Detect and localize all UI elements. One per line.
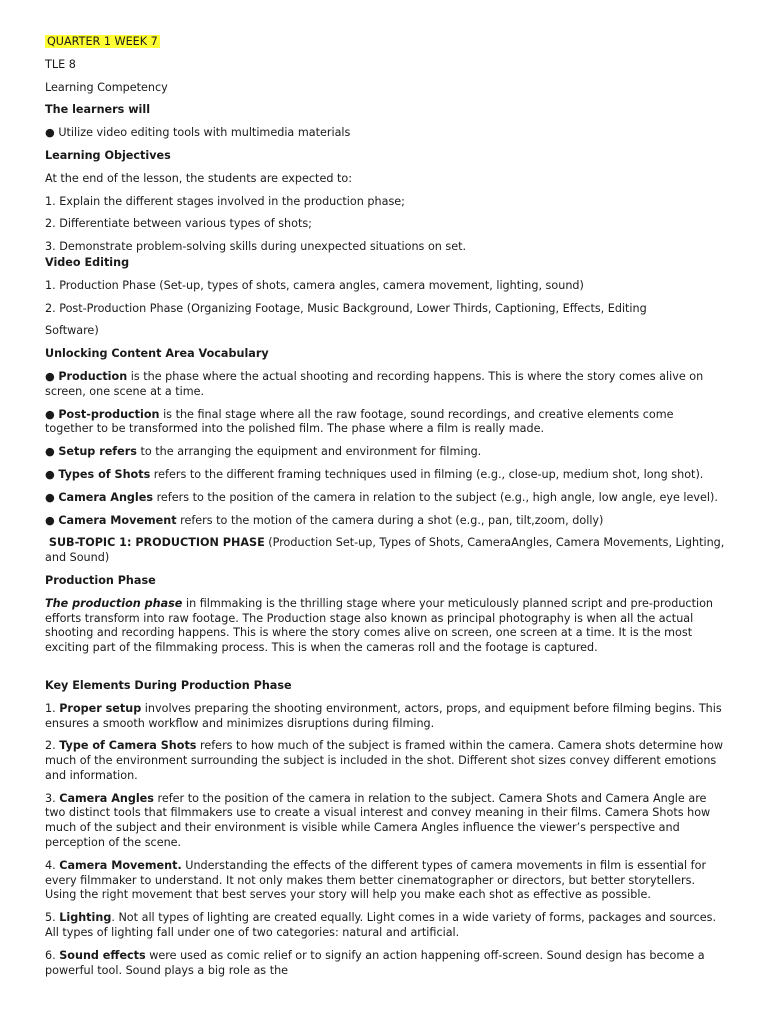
vocab-item-types-of-shots: ● Types of Shots refers to the different framing techniques used in filming (e.g., close-up, medium shot, long shot). — [45, 467, 704, 481]
vocabulary-heading: Unlocking Content Area Vocabulary — [45, 347, 269, 361]
competency-item: ● Utilize video editing tools with multimedia materials — [45, 126, 351, 140]
competency-label: Learning Competency — [45, 80, 168, 94]
key-element-camera-shots: 2. Type of Camera Shots refers to how much of the subject is framed within the camera. Camera shots determine how much of the environment surrounding the subject is included in the shot. Different shot sizes convey different emotions and information. — [45, 739, 723, 782]
subject-label: TLE 8 — [45, 57, 76, 71]
document-page — [45, 35, 725, 986]
video-editing-item: 2. Post-Production Phase (Organizing Footage, Music Background, Lower Thirds, Captioning, Effects, Editing — [45, 301, 647, 315]
objective-item: 3. Demonstrate problem-solving skills during unexpected situations on set. — [45, 240, 467, 254]
key-element-lighting: 5. Lighting. Not all types of lighting are created equally. Light comes in a wide variety of forms, packages and sources. All types of lighting fall under one of two categories: natural and artificial. — [45, 911, 717, 940]
vocab-item-production: ● Production is the phase where the actual shooting and recording happens. This is where the story comes alive on screen, one scene at a time. — [45, 369, 704, 398]
objectives-heading: Learning Objectives — [45, 148, 171, 162]
subtopic-heading: SUB-TOPIC 1: PRODUCTION PHASE (Production Set-up, Types of Shots, CameraAngles, Camera Movements, Lighting, and Sound) — [45, 536, 725, 565]
vocab-item-camera-movement: ● Camera Movement refers to the motion of the camera during a shot (e.g., pan, tilt,zoom, dolly) — [45, 513, 604, 527]
key-element-proper-setup: 1. Proper setup involves preparing the shooting environment, actors, props, and equipment before filming begins. This ensures a smooth workflow and minimizes disruptions during filming. — [45, 701, 722, 730]
video-editing-heading: Video Editing — [45, 255, 130, 269]
objective-item: 2. Differentiate between various types of shots; — [45, 217, 312, 231]
quarter-week-label: QUARTER 1 WEEK 7 — [47, 35, 158, 48]
vocab-item-post-production: ● Post-production is the final stage where all the raw footage, sound recordings, and creative elements come together to be transformed into the polished film. The phase where a film is really made. — [45, 407, 674, 436]
vocab-item-setup: ● Setup refers to the arranging the equipment and environment for filming. — [45, 445, 482, 459]
vocab-item-camera-angles: ● Camera Angles refers to the position of the camera in relation to the subject (e.g., high angle, low angle, eye level). — [45, 490, 718, 504]
production-phase-heading: Production Phase — [45, 573, 156, 587]
learners-will-heading: The learners will — [45, 103, 151, 117]
video-editing-item-continued: Software) — [45, 324, 99, 338]
key-element-camera-movement: 4. Camera Movement. Understanding the effects of the different types of camera movements in film is essential for every filmmaker to understand. It not only makes them better cinematographer or directors, but better storytellers. Using the right movement that best serves your story will help you make each shot as effective as possible. — [45, 858, 707, 902]
production-phase-paragraph: The production phase in filmmaking is the thrilling stage where your meticulously planned script and pre-production efforts transform into raw footage. The Production stage also known as principal photography is when all the actual shooting and recording happens. This is where the story comes alive on screen, one screen at a time. It is the most exciting part of the filmmaking process. This is when the cameras roll and the footage is captured. — [45, 596, 714, 655]
key-element-sound-effects: 6. Sound effects were used as comic relief or to signify an action happening off-screen. Sound design has become a powerful tool. Sound plays a big role as the — [45, 948, 705, 977]
key-elements-heading: Key Elements During Production Phase — [45, 678, 292, 692]
objectives-intro: At the end of the lesson, the students are expected to: — [45, 171, 352, 185]
objective-item: 1. Explain the different stages involved in the production phase; — [45, 194, 405, 208]
key-element-camera-angles: 3. Camera Angles refer to the position of the camera in relation to the subject. Camera Shots and Camera Angle are two distinct tools that filmmakers use to create a visual interest and convey meaning in their films. Camera Shots how much of the subject and their environment is visible while Camera Angles influence the viewer’s perspective and perception of the scene. — [45, 791, 711, 850]
video-editing-item: 1. Production Phase (Set-up, types of shots, camera angles, camera movement, lighting, sound) — [45, 278, 584, 292]
